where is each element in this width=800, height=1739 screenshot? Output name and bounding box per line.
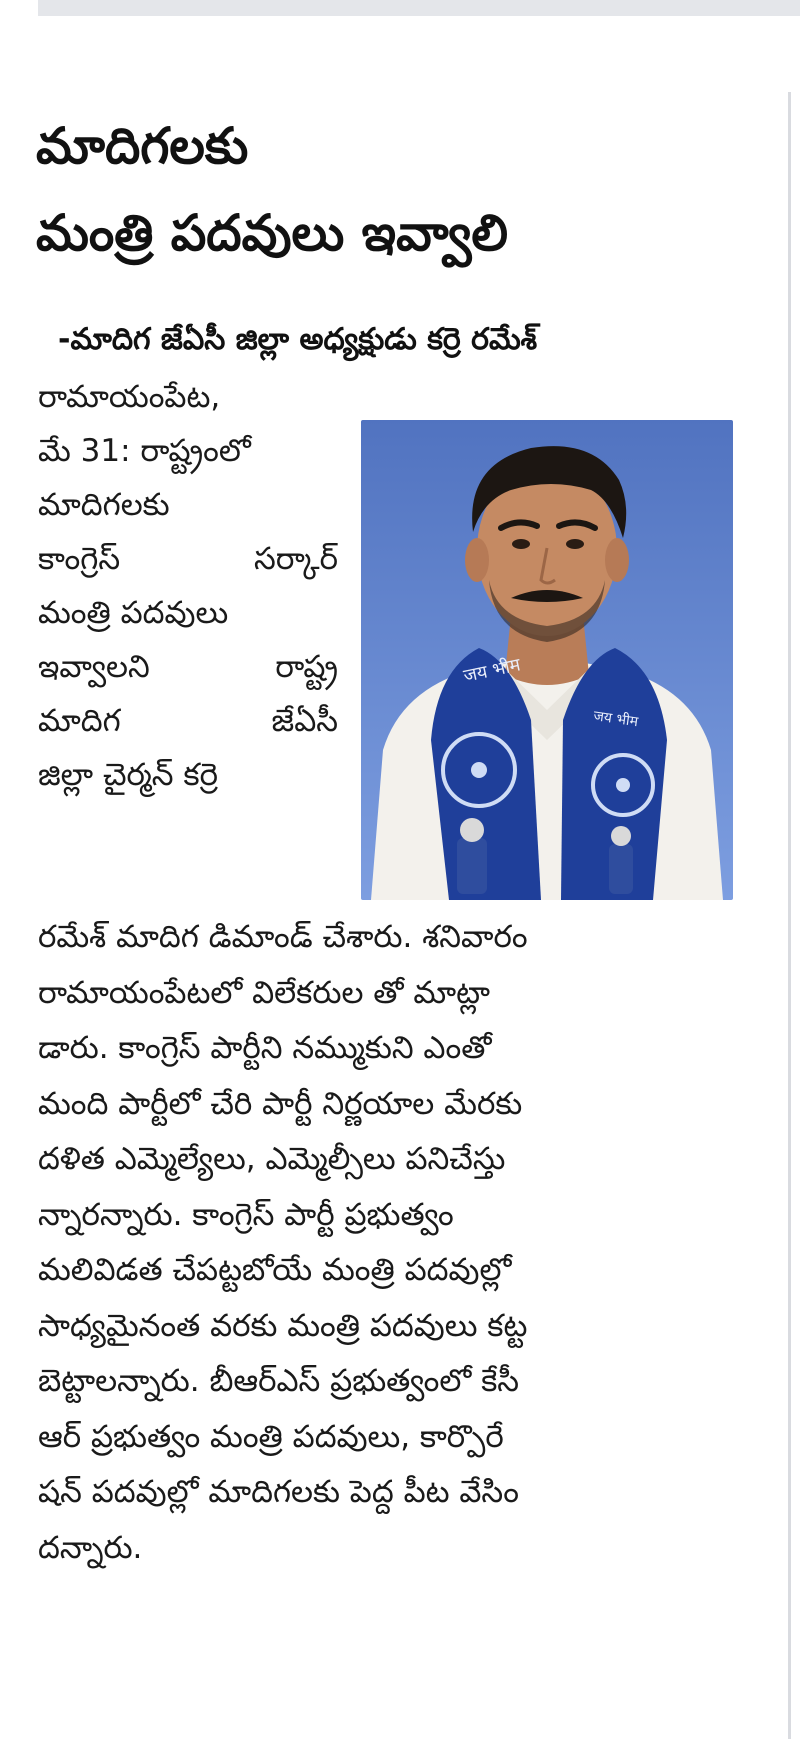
body-line: ఆర్ ప్రభుత్వం మంత్రి పదవులు, కార్పొరే [38,1418,504,1455]
body-line: మంది పార్టీలో చేరి పార్టీ నిర్ణయాల మేరకు [38,1085,523,1122]
column-word: కాంగ్రెస్ [38,541,121,577]
body-line: మలివిడత చేపట్టబోయే మంత్రి పదవుల్లో [38,1252,512,1288]
column-word: సర్కార్ [254,541,338,577]
subheadline: -మాదిగ జేఏసీ జిల్లా అధ్యక్షుడు కర్రె రమేశ్ [58,322,538,357]
scarf-text-left: जय भीम [461,654,523,687]
headline-line-2: మంత్రి పదవులు ఇవ్వాలి [36,204,509,262]
column-line [38,532,338,586]
column-word: రాష్ట్ర [275,649,338,685]
headline-line-1: మాదిగలకు [36,117,249,175]
statue-right [609,844,633,894]
column-divider [788,92,791,1739]
body-line: రమేశ్ మాదిగ డిమాండ్ చేశారు. శనివారం [38,919,528,955]
scarf-text-right: जय भीम [592,708,640,731]
body-line: డారు. కాంగ్రెస్ పార్టీని నమ్ముకుని ఎంతో [38,1030,492,1066]
body-line: బెట్టాలన్నారు. బీఆర్ఎస్ ప్రభుత్వంలో కేసీ [38,1363,520,1399]
top-bar [38,0,800,16]
column-word: ఇవ్వాలని [38,649,150,685]
body-line: రామాయంపేటలో విలేకరుల తో మాట్లా [38,974,491,1011]
column-word: మాదిగ [38,703,121,739]
body-line: దన్నారు. [38,1529,143,1566]
column-line [38,694,338,748]
body-line: న్నారన్నారు. కాంగ్రెస్ పార్టీ ప్రభుత్వం [38,1196,454,1233]
body-line: సాధ్యమైనంత వరకు మంత్రి పదవులు కట్ట [38,1307,528,1344]
column-line: రామాయంపేట, [38,379,221,415]
statue-left [457,838,487,894]
article-intro-column [38,370,338,802]
column-line [38,640,338,694]
body-line: దళిత ఎమ్మెల్యేలు, ఎమ్మెల్సీలు పనిచేస్తు [38,1141,506,1177]
column-line: మంత్రి పదవులు [38,595,229,631]
person-photo [361,420,733,900]
column-line: మే 31: రాష్ట్రంలో [38,433,251,469]
column-line: మాదిగలకు [38,487,170,523]
shirt [371,656,723,900]
column-word: జేఏసీ [271,703,338,739]
column-line: జిల్లా చైర్మన్ కర్రె [38,757,218,793]
body-line: షన్ పదవుల్లో మాదిగలకు పెద్ద పీట వేసిం [38,1474,519,1510]
article-body [38,910,731,1576]
